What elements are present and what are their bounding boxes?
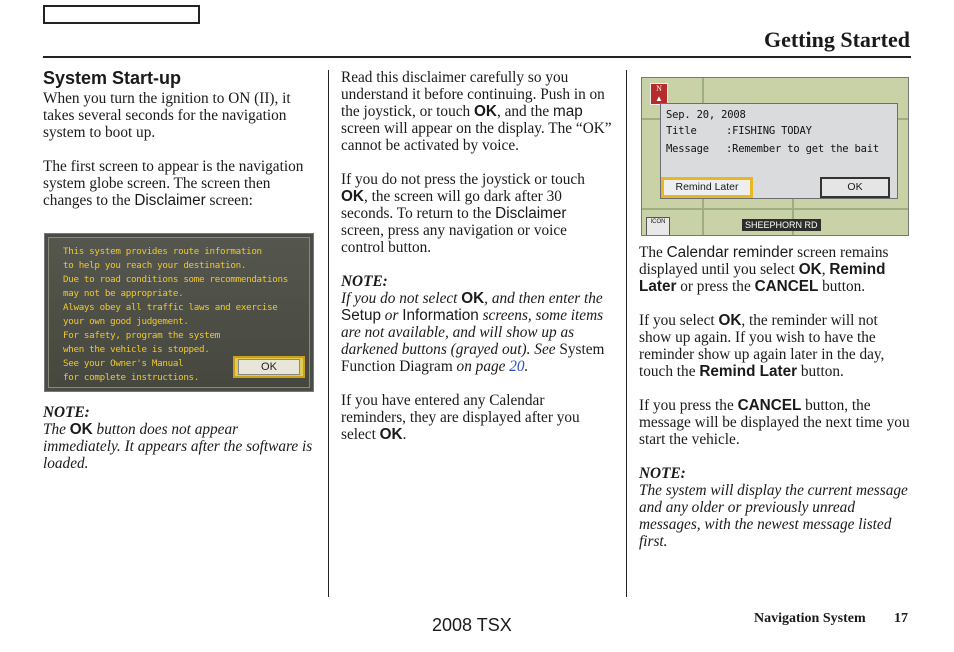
ok-term: OK bbox=[798, 261, 822, 278]
ok-term: OK bbox=[341, 188, 364, 205]
text: Read this disclaimer carefully so you understand it before continuing. Push in on the joystick, or touch bbox=[341, 69, 605, 120]
text: , the screen will go dark after 30 seconds. To return to the bbox=[341, 188, 562, 222]
reminder-ok-button: OK bbox=[820, 177, 890, 198]
note-text bbox=[43, 421, 315, 472]
diagram-reference: System Function Diagram bbox=[341, 341, 605, 375]
disclaimer-term: Disclaimer bbox=[495, 205, 567, 222]
north-arrow-icon: N ▲ bbox=[650, 83, 668, 105]
header-rule bbox=[43, 56, 911, 58]
cancel-term: CANCEL bbox=[737, 397, 802, 414]
note-heading: NOTE: bbox=[43, 404, 90, 421]
section-heading: System Start-up bbox=[43, 68, 182, 88]
reminder-paragraph bbox=[639, 244, 911, 295]
ok-term: OK bbox=[69, 421, 93, 438]
text: When you turn the ignition to ON (II), it takes several seconds for the navigation system to boot up. bbox=[43, 90, 291, 141]
first-screen-paragraph bbox=[43, 158, 315, 209]
text: . bbox=[524, 358, 529, 375]
disclaimer-instructions bbox=[341, 69, 613, 154]
calendar-paragraph bbox=[341, 392, 613, 443]
disclaimer-line: may not be appropriate. bbox=[63, 288, 184, 299]
text: on page bbox=[452, 358, 510, 375]
ok-term: OK bbox=[379, 426, 403, 443]
text: screen will appear on the display. The “OK” cannot be activated by voice. bbox=[341, 120, 612, 154]
text: If you have entered any Calendar reminders, they are displayed after you select bbox=[341, 392, 580, 443]
ok-label: OK bbox=[238, 359, 300, 375]
column-3 bbox=[639, 244, 911, 550]
text: If you press the bbox=[639, 397, 738, 414]
footer-nav-label: Navigation System bbox=[754, 611, 866, 626]
reminder-message-label: Message bbox=[666, 143, 709, 155]
disclaimer-line: your own good judgement. bbox=[63, 316, 189, 327]
ok-term: OK bbox=[461, 290, 485, 307]
disclaimer-line: to help you reach your destination. bbox=[63, 260, 247, 271]
ok-paragraph bbox=[639, 312, 911, 380]
column-1 bbox=[43, 68, 315, 209]
reminder-message-value: :Remember to get the bait bbox=[726, 143, 880, 155]
text: The first screen to appear is the navigation system globe screen. The screen then changes to the bbox=[43, 158, 304, 209]
column-1-note bbox=[43, 404, 315, 472]
setup-term: Setup bbox=[341, 307, 381, 324]
cancel-paragraph bbox=[639, 397, 911, 448]
ok-term: OK bbox=[473, 103, 497, 120]
text: button. bbox=[818, 278, 866, 295]
column-divider-1 bbox=[328, 70, 329, 597]
timeout-paragraph bbox=[341, 171, 613, 256]
text: , and the bbox=[496, 103, 554, 120]
text: . bbox=[402, 426, 407, 443]
disclaimer-line: See your Owner's Manual bbox=[63, 358, 184, 369]
map-term: map bbox=[553, 103, 583, 120]
footer-model: 2008 TSX bbox=[432, 615, 512, 635]
text: , bbox=[821, 261, 830, 278]
text: button does not appear immediately. It appears after the software is loaded. bbox=[43, 421, 313, 472]
text: screen, press any navigation or voice control button. bbox=[341, 222, 567, 256]
note-heading: NOTE: bbox=[341, 273, 388, 290]
road-name-label: SHEEPHORN RD bbox=[742, 219, 821, 231]
disclaimer-line: This system provides route information bbox=[63, 246, 262, 257]
map-menu-icon bbox=[646, 217, 670, 236]
text: If you do not press the joystick or touch bbox=[341, 171, 585, 188]
text: screen remains displayed until you select bbox=[639, 244, 889, 278]
note-text: The system will display the current message and any older or previously unread messages, with the newest message listed first. bbox=[639, 482, 908, 550]
section-title: Getting Started bbox=[763, 27, 910, 52]
ok-term: OK bbox=[718, 312, 742, 329]
reminder-title-value: :FISHING TODAY bbox=[726, 125, 812, 137]
text: , and then enter the bbox=[484, 290, 603, 307]
header-tab-box bbox=[43, 5, 200, 24]
disclaimer-line: Due to road conditions some recommendations bbox=[63, 274, 288, 285]
text: button, the message will be displayed the next time you start the vehicle. bbox=[639, 397, 910, 448]
remind-later-term: Remind Later bbox=[699, 363, 798, 380]
remind-later-button: Remind Later bbox=[661, 177, 753, 198]
reminder-date: Sep. 20, 2008 bbox=[666, 109, 746, 121]
page-link[interactable]: 20 bbox=[509, 358, 525, 375]
remind-later-term: Remind Later bbox=[639, 261, 886, 295]
text: or press the bbox=[676, 278, 755, 295]
column-divider-2 bbox=[626, 70, 627, 597]
text: The bbox=[43, 421, 70, 438]
text: If you do not select bbox=[341, 290, 462, 307]
text: If you select bbox=[639, 312, 719, 329]
disclaimer-line: For safety, program the system bbox=[63, 330, 220, 341]
note-text bbox=[341, 290, 613, 375]
text: The bbox=[639, 244, 667, 261]
reminder-title-label: Title bbox=[666, 125, 697, 137]
text: screen: bbox=[205, 192, 253, 209]
disclaimer-term: Disclaimer bbox=[134, 192, 206, 209]
page-number: 17 bbox=[894, 611, 908, 626]
text: , the reminder will not show up again. If you wish to have the reminder show up again later in the day, touch the bbox=[639, 312, 885, 380]
cancel-term: CANCEL bbox=[754, 278, 819, 295]
note-heading: NOTE: bbox=[639, 465, 686, 482]
text: screens, some items are not available, and will show up as darkened buttons (grayed out). See bbox=[341, 307, 604, 358]
calendar-reminder-screen-image bbox=[641, 77, 909, 236]
text: or bbox=[380, 307, 403, 324]
calendar-reminder-term: Calendar reminder bbox=[666, 244, 794, 261]
disclaimer-line: for complete instructions. bbox=[63, 372, 200, 383]
text: button. bbox=[797, 363, 844, 380]
disclaimer-screen-image bbox=[44, 233, 314, 392]
column-2 bbox=[341, 69, 613, 443]
disclaimer-line: Always obey all traffic laws and exercise bbox=[63, 302, 278, 313]
startup-paragraph bbox=[43, 90, 315, 141]
information-term: Information bbox=[402, 307, 479, 324]
disclaimer-line: when the vehicle is stopped. bbox=[63, 344, 210, 355]
disclaimer-ok-button bbox=[233, 356, 305, 378]
icon-label: ICON bbox=[650, 219, 666, 225]
